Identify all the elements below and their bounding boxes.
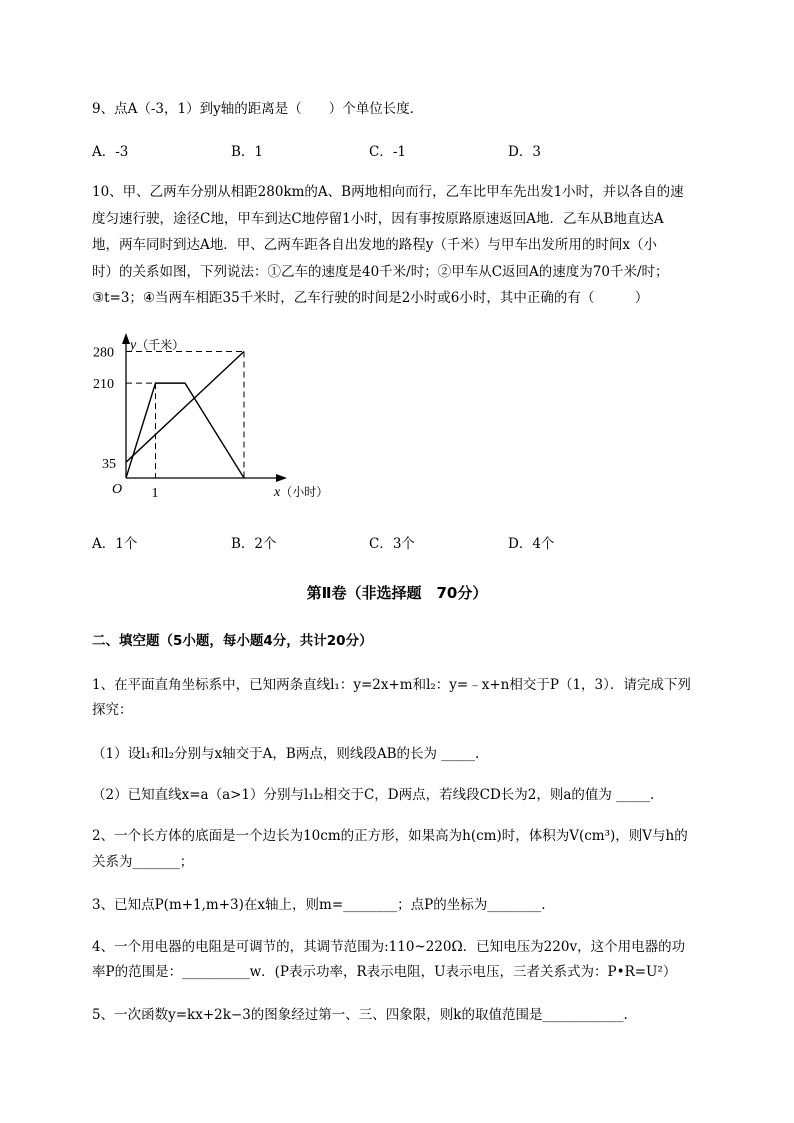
- fill-in-heading: 二、填空题（5小题，每小题4分，共计20分）: [92, 633, 373, 649]
- origin-label: O: [112, 482, 123, 497]
- q10-line-1: 10、甲、乙两车分别从相距280km的A、B两地相向而行，乙车比甲车先出发1小时，并以各自的速: [92, 184, 684, 200]
- q10-option-a: A．1个: [92, 536, 138, 552]
- x-axis-arrow: [276, 474, 287, 482]
- fill-question-3: 3、已知点P(m+1,m+3)在x轴上，则m=________；点P的坐标为________.: [92, 897, 546, 913]
- x-tick-1: 1: [151, 486, 159, 501]
- f4-line-2: 率P的范围是：__________w．(P表示功率，R表示电阻，U表示电压，三者关系式为：P•R=U²）: [92, 964, 677, 980]
- q10-option-d: D．4个: [508, 536, 555, 552]
- f2-line-1: 2、一个长方体的底面是一个边长为10cm的正方形，如果高为h(cm)时，体积为V(cm³)，则V与h的: [92, 828, 688, 844]
- q10-line-5: ③t=3；④当两车相距35千米时，乙车行驶的时间是2小时或6小时，其中正确的有（ ）: [92, 290, 649, 306]
- q9-option-c: C．-1: [369, 144, 406, 160]
- q10-line-4: 时）的关系如图，下列说法：①乙车的速度是40千米/时；②甲车从C返回A的速度为70千米/时；: [92, 264, 669, 280]
- y-tick-280: 280: [93, 345, 114, 361]
- f1-line-2: 探究：: [92, 702, 133, 718]
- question-9-stem: 9、点A（-3，1）到y轴的距离是（ ）个单位长度．: [92, 101, 424, 117]
- y-axis-arrow: [122, 333, 130, 344]
- q9-option-b: B．1: [231, 144, 264, 160]
- q9-option-a: A．-3: [92, 144, 129, 160]
- f1-part-2: （2）已知直线x=a（a>1）分别与l₁l₂相交于C，D两点，若线段CD长为2，则a的值为 _____.: [92, 787, 655, 803]
- q10-option-c: C．3个: [369, 536, 415, 552]
- series-line-2: [126, 351, 244, 462]
- q9-option-d: D．3: [508, 144, 541, 160]
- fill-question-5: 5、一次函数y=kx+2k−3的图象经过第一、三、四象限，则k的取值范围是____________.: [92, 1007, 628, 1023]
- q10-option-b: B．2个: [231, 536, 277, 552]
- part-2-title: 第Ⅱ卷（非选择题 70分）: [306, 584, 488, 602]
- y-tick-210: 210: [93, 377, 114, 393]
- distance-time-chart: [92, 327, 362, 507]
- f1-line-1: 1、在平面直角坐标系中，已知两条直线l₁：y=2x+m和l₂：y=﹣x+n相交于P（1，3）．请完成下列: [92, 677, 691, 693]
- f1-part-1: （1）设l₁和l₂分别与x轴交于A，B两点，则线段AB的长为 _____.: [92, 746, 480, 762]
- f4-line-1: 4、一个用电器的电阻是可调节的，其调节范围为:110~220Ω．已知电压为220v，这个用电器的功: [92, 939, 686, 955]
- y-axis-label: y（千米）: [130, 338, 185, 353]
- q10-line-2: 度匀速行驶，途径C地，甲车到达C地停留1小时，因有事按原路原速返回A地．乙车从B地直达A: [92, 211, 664, 227]
- y-tick-35: 35: [102, 457, 116, 473]
- q10-line-3: 地，两车同时到达A地．甲、乙两车距各自出发地的路程y（千米）与甲车出发所用的时间x（小: [92, 237, 657, 253]
- series-line-1: [126, 383, 244, 478]
- x-axis-label: x（小时）: [274, 485, 329, 500]
- f2-line-2: 关系为_______；: [92, 854, 194, 870]
